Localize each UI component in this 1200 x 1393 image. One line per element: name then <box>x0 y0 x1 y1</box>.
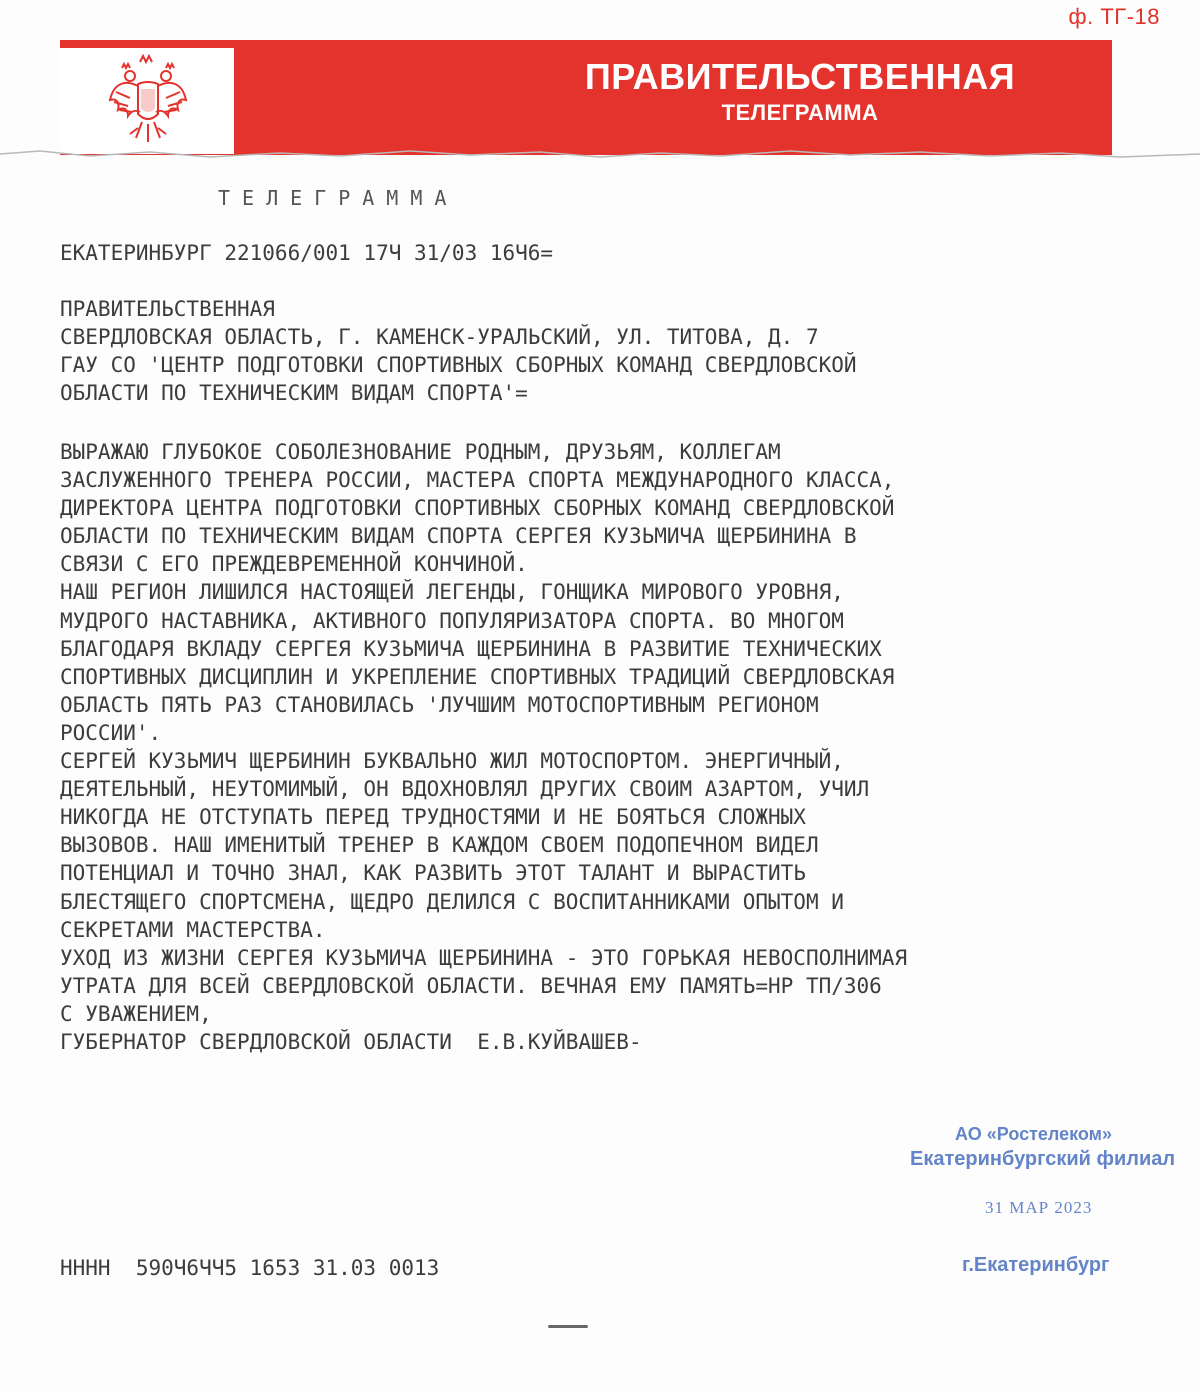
message-body <box>60 438 907 1056</box>
address-line: ОБЛАСТИ ПО ТЕХНИЧЕСКИМ ВИДАМ СПОРТА'= <box>60 381 528 405</box>
body-line: СЕРГЕЙ КУЗЬМИЧ ЩЕРБИНИН БУКВАЛЬНО ЖИЛ МОТОСПОРТОМ. ЭНЕРГИЧНЫЙ, <box>60 749 844 774</box>
stamp-org: АО «Ростелеком» <box>955 1124 1112 1144</box>
address-line: ГАУ СО 'ЦЕНТР ПОДГОТОВКИ СПОРТИВНЫХ СБОРНЫХ КОМАНД СВЕРДЛОВСКОЙ <box>60 353 857 377</box>
body-line: СПОРТИВНЫХ ДИСЦИПЛИН И УКРЕПЛЕНИЕ СПОРТИВНЫХ ТРАДИЦИЙ СВЕРДЛОВСКАЯ <box>60 664 895 689</box>
body-line: ПОТЕНЦИАЛ И ТОЧНО ЗНАЛ, КАК РАЗВИТЬ ЭТОТ ТАЛАНТ И ВЫРАСТИТЬ <box>60 861 806 886</box>
body-line: НИКОГДА НЕ ОТСТУПАТЬ ПЕРЕД ТРУДНОСТЯМИ И НЕ БОЯТЬСЯ СЛОЖНЫХ <box>60 805 806 830</box>
body-line: ДЕЯТЕЛЬНЫЙ, НЕУТОМИМЫЙ, ОН ВДОХНОВЛЯЛ ДРУГИХ СВОИМ АЗАРТОМ, УЧИЛ <box>60 777 870 802</box>
stamp-branch: Екатеринбургский филиал <box>910 1148 1176 1170</box>
header-line: ЕКАТЕРИНБУРГ 221066/001 17Ч 31/03 16Ч6= <box>60 241 554 265</box>
address-line: ПРАВИТЕЛЬСТВЕННАЯ <box>60 297 275 321</box>
torn-edge <box>0 148 1200 166</box>
footer-line: НННН 590Ч6ЧЧ5 1653 31.03 0013 <box>60 1256 440 1280</box>
body-line: ОБЛАСТЬ ПЯТЬ РАЗ СТАНОВИЛАСЬ 'ЛУЧШИМ МОТОСПОРТИВНЫМ РЕГИОНОМ <box>60 692 819 717</box>
banner-subtitle: ТЕЛЕГРАММА <box>721 100 879 125</box>
body-line: ВЫРАЖАЮ ГЛУБОКОЕ СОБОЛЕЗНОВАНИЕ РОДНЫМ, ДРУЗЬЯМ, КОЛЛЕГАМ <box>60 440 781 464</box>
body-line: МУДРОГО НАСТАВНИКА, АКТИВНОГО ПОПУЛЯРИЗАТОРА СПОРТА. ВО МНОГОМ <box>60 608 844 633</box>
body-line: УХОД ИЗ ЖИЗНИ СЕРГЕЯ КУЗЬМИЧА ЩЕРБИНИНА - ЭТО ГОРЬКАЯ НЕВОСПОЛНИМАЯ <box>60 945 908 970</box>
body-line: РОССИИ'. <box>60 720 162 745</box>
ink-smudge <box>548 1325 588 1328</box>
body-line: БЛЕСТЯЩЕГО СПОРТСМЕНА, ЩЕДРО ДЕЛИЛСЯ С ВОСПИТАННИКАМИ ОПЫТОМ И <box>60 889 844 914</box>
address-line: СВЕРДЛОВСКАЯ ОБЛАСТЬ, Г. КАМЕНСК-УРАЛЬСКИЙ, УЛ. ТИТОВА, Д. 7 <box>60 325 819 349</box>
body-line: УТРАТА ДЛЯ ВСЕЙ СВЕРДЛОВСКОЙ ОБЛАСТИ. ВЕЧНАЯ ЕМУ ПАМЯТЬ=НР ТП/306 <box>60 973 882 998</box>
stamp-date: 31 МАР 2023 <box>985 1198 1093 1217</box>
body-line: ДИРЕКТОРА ЦЕНТРА ПОДГОТОВКИ СПОРТИВНЫХ СБОРНЫХ КОМАНД СВЕРДЛОВСКОЙ <box>60 496 895 521</box>
signature-line: ГУБЕРНАТОР СВЕРДЛОВСКОЙ ОБЛАСТИ Е.В.КУЙВАШЕВ- <box>60 1029 642 1054</box>
body-line: НАШ РЕГИОН ЛИШИЛСЯ НАСТОЯЩЕЙ ЛЕГЕНДЫ, ГОНЩИКА МИРОВОГО УРОВНЯ, <box>60 580 844 605</box>
stamp-city: г.Екатеринбург <box>962 1254 1110 1276</box>
body-line: СВЯЗИ С ЕГО ПРЕЖДЕВРЕМЕННОЙ КОНЧИНОЙ. <box>60 552 528 577</box>
body-line: ЗАСЛУЖЕННОГО ТРЕНЕРА РОССИИ, МАСТЕРА СПОРТА МЕЖДУНАРОДНОГО КЛАССА, <box>60 468 895 493</box>
body-line: СЕКРЕТАМИ МАСТЕРСТВА. <box>60 917 326 942</box>
body-line: БЛАГОДАРЯ ВКЛАДУ СЕРГЕЯ КУЗЬМИЧА ЩЕРБИНИНА В РАЗВИТИЕ ТЕХНИЧЕСКИХ <box>60 636 882 661</box>
emblem-box <box>60 48 234 154</box>
form-code: ф. ТГ-18 <box>1068 4 1160 29</box>
double-headed-eagle-icon <box>108 52 188 150</box>
body-line: С УВАЖЕНИЕМ, <box>60 1001 212 1026</box>
banner-title: ПРАВИТЕЛЬСТВЕННАЯ <box>584 56 1016 97</box>
body-line: ВЫЗОВОВ. НАШ ИМЕНИТЫЙ ТРЕНЕР В КАЖДОМ СВОЕМ ПОДОПЕЧНОМ ВИДЕЛ <box>60 833 819 858</box>
telegram-heading: ТЕЛЕГРАММА <box>218 186 459 210</box>
body-line: ОБЛАСТИ ПО ТЕХНИЧЕСКИМ ВИДАМ СПОРТА СЕРГЕЯ КУЗЬМИЧА ЩЕРБИНИНА В <box>60 524 857 549</box>
